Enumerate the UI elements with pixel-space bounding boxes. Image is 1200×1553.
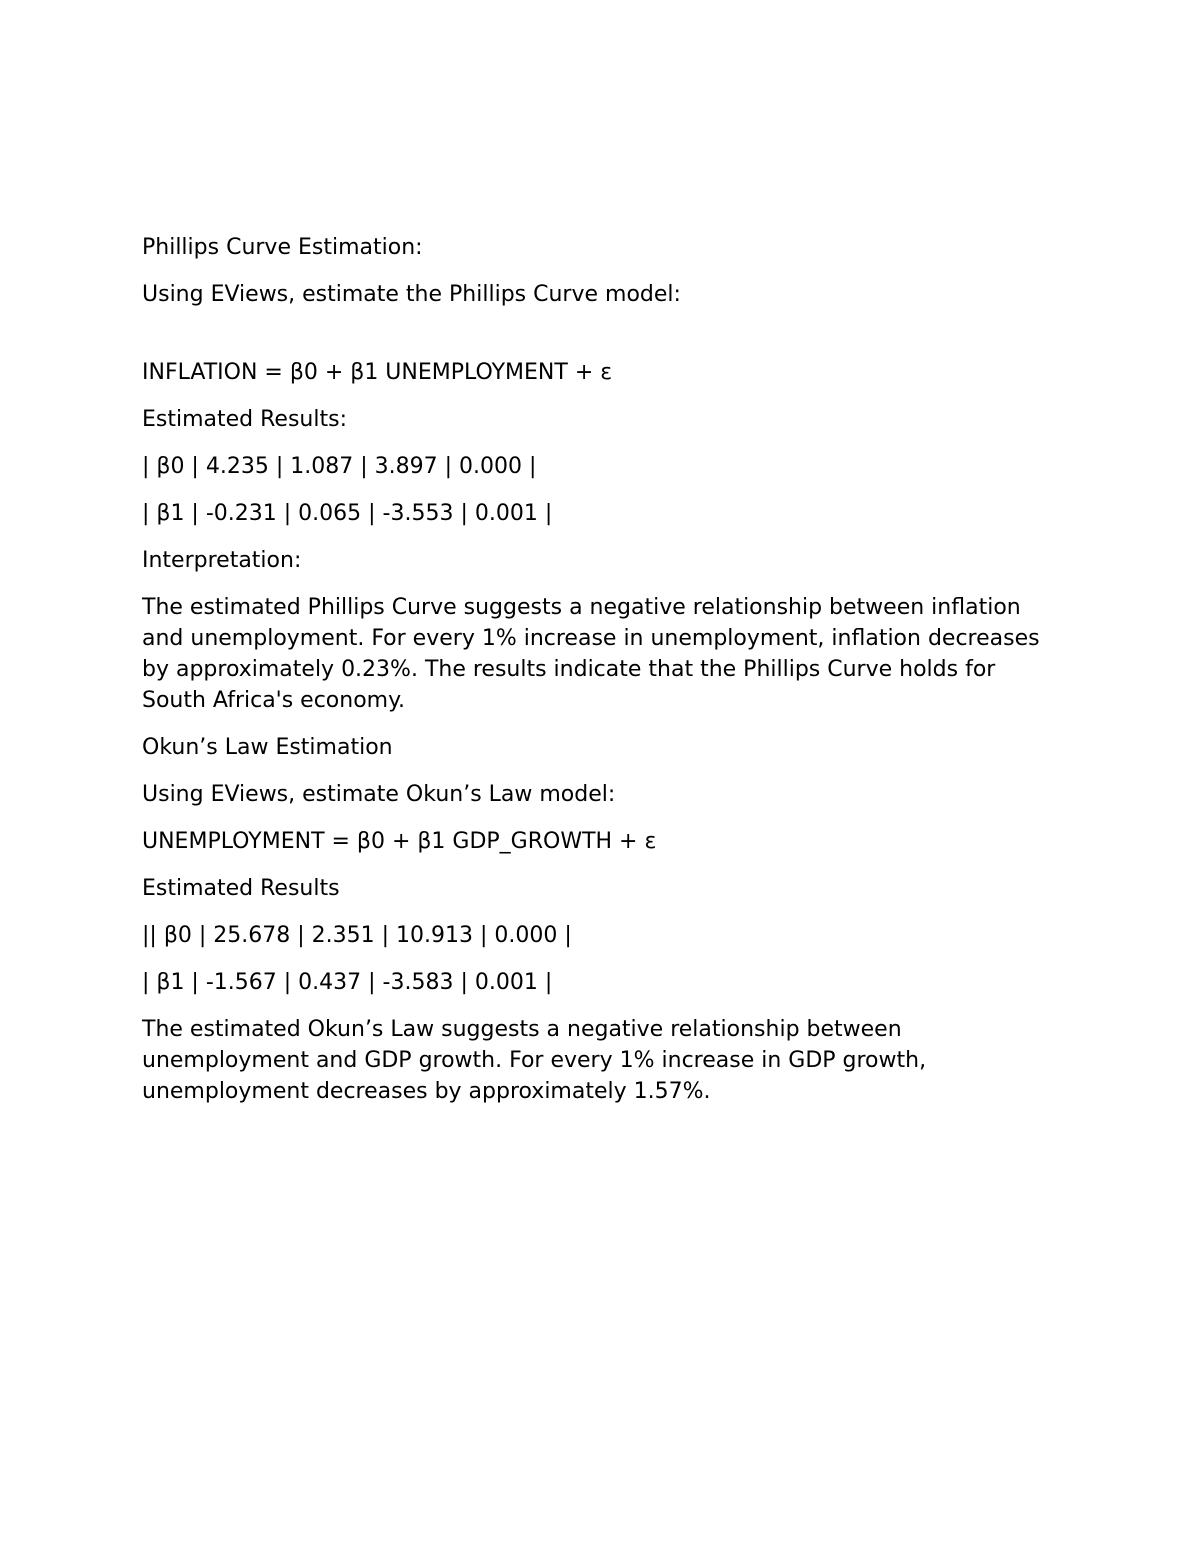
phillips-result-row-b1: | β1 | -0.231 | 0.065 | -3.553 | 0.001 | xyxy=(142,501,553,526)
okun-result-row-b1: | β1 | -1.567 | 0.437 | -3.583 | 0.001 | xyxy=(142,970,553,995)
phillips-result-row-b0: | β0 | 4.235 | 1.087 | 3.897 | 0.000 | xyxy=(142,454,537,479)
okun-heading: Okun’s Law Estimation xyxy=(142,735,393,760)
phillips-interpretation-text: The estimated Phillips Curve suggests a negative relationship between inflation and unemployment. For every 1% increase in unemployment, inflation decreases by approximately 0.23%. The results indicate that the Phillips Curve holds for South Africa's economy. xyxy=(142,595,1040,713)
document-body xyxy=(142,232,1042,1123)
okun-result-row-b0: || β0 | 25.678 | 2.351 | 10.913 | 0.000 | xyxy=(142,923,572,948)
phillips-equation: INFLATION = β0 + β1 UNEMPLOYMENT + ε xyxy=(142,360,613,385)
okun-interpretation-text: The estimated Okun’s Law suggests a negative relationship between unemployment and GDP growth. For every 1% increase in GDP growth, unemployment decreases by approximately 1.57%. xyxy=(142,1017,927,1104)
phillips-instruction: Using EViews, estimate the Phillips Curve model: xyxy=(142,282,681,307)
phillips-interpretation-label: Interpretation: xyxy=(142,548,302,573)
okun-instruction: Using EViews, estimate Okun’s Law model: xyxy=(142,782,616,807)
okun-results-label: Estimated Results xyxy=(142,876,340,901)
okun-equation: UNEMPLOYMENT = β0 + β1 GDP_GROWTH + ε xyxy=(142,829,657,854)
phillips-heading: Phillips Curve Estimation: xyxy=(142,235,423,260)
phillips-results-label: Estimated Results: xyxy=(142,407,347,432)
